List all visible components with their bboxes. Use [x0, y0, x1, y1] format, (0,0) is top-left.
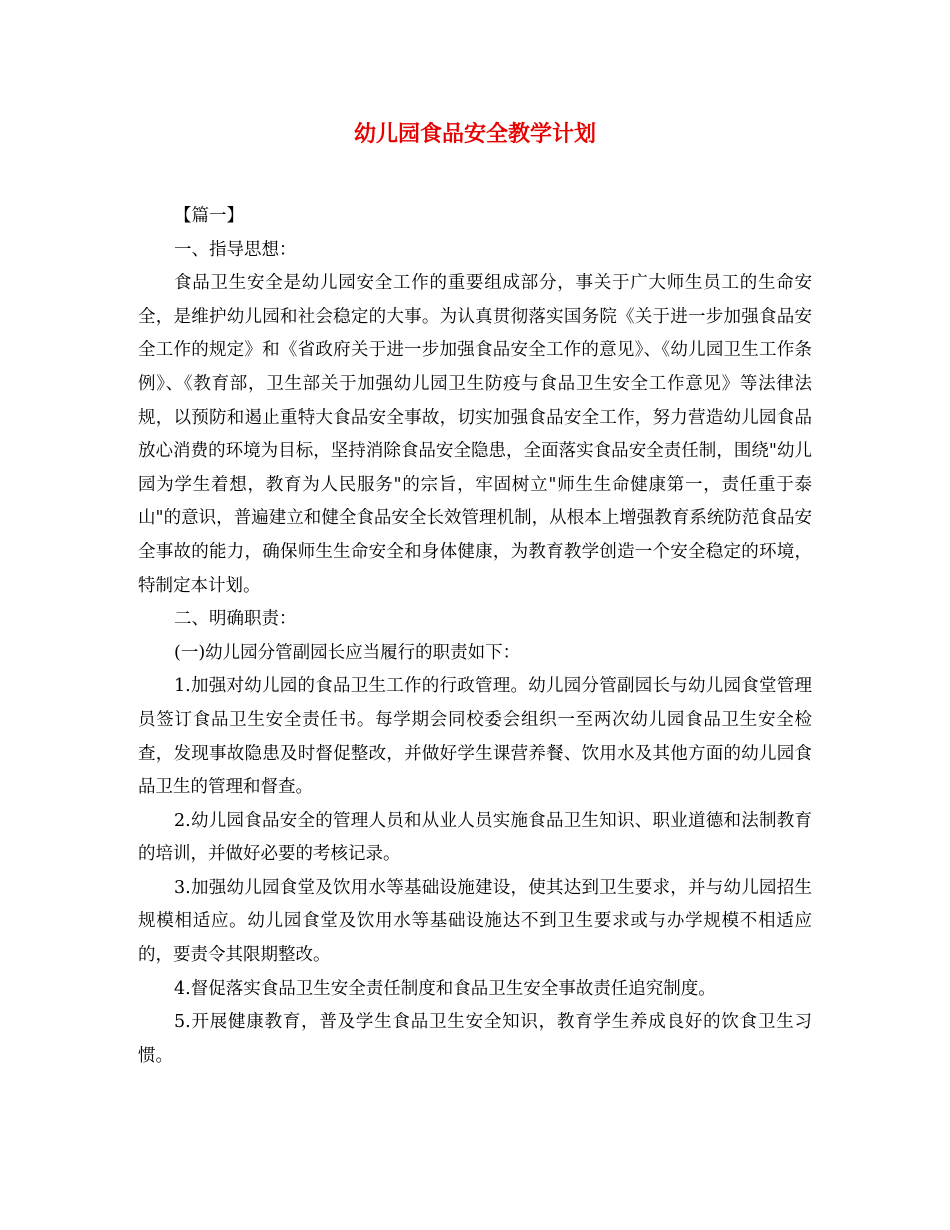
list-item: 1.加强对幼儿园的食品卫生工作的行政管理。幼儿园分管副园长与幼儿园食堂管理员签订食品卫生安全责任书。每学期会同校委会组织一至两次幼儿园食品卫生安全检查，发现事故隐患及时督促整改，并做好学生课营养餐、饮用水及其他方面的幼儿园食品卫生的管理和督查。 — [138, 676, 812, 798]
list-item: 3.加强幼儿园食堂及饮用水等基础设施建设，使其达到卫生要求，并与幼儿园招生规模相适应。幼儿园食堂及饮用水等基础设施达不到卫生要求或与办学规模不相适应的，要责令其限期整改。 — [138, 877, 812, 966]
paragraph-guiding-ideology: 食品卫生安全是幼儿园安全工作的重要组成部分，事关于广大师生员工的生命安全，是维护幼儿园和社会稳定的大事。为认真贯彻落实国务院《关于进一步加强食品安全工作的规定》和《省政府关于进一步加强食品安全工作的意见》、《幼儿园卫生工作条例》、《教育部，卫生部关于加强幼儿园卫生防疫与食品卫生安全工作意见》等法律法规，以预防和遏止重特大食品安全事故，切实加强食品安全工作，努力营造幼儿园食品放心消费的环境为目标，坚持消除食品安全隐患，全面落实食品安全责任制，围绕"幼儿园为学生着想，教育为人民服务"的宗旨，牢固树立"师生生命健康第一，责任重于泰山"的意识，普遍建立和健全食品安全长效管理机制，从根本上增强教育系统防范食品安全事故的能力，确保师生生命安全和身体健康，为教育教学创造一个安全稳定的环境，特制定本计划。 — [138, 273, 812, 596]
section-marker: 【篇一】 — [174, 206, 244, 226]
document-title: 幼儿园食品安全教学计划 — [353, 121, 596, 147]
subheading-vice-principal-duties: (一)幼儿园分管副园长应当履行的职责如下： — [174, 642, 521, 663]
list-item: 5.开展健康教育，普及学生食品卫生安全知识，教育学生养成良好的饮食卫生习惯。 — [138, 1012, 812, 1066]
heading-responsibilities: 二、明确职责： — [174, 609, 297, 630]
list-item: 2.幼儿园食品安全的管理人员和从业人员实施食品卫生知识、职业道德和法制教育的培训，并做好必要的考核记录。 — [138, 810, 812, 865]
list-item: 4.督促落实食品卫生安全责任制度和食品卫生安全事故责任追究制度。 — [174, 978, 716, 999]
heading-guiding-ideology: 一、指导思想： — [174, 239, 297, 260]
